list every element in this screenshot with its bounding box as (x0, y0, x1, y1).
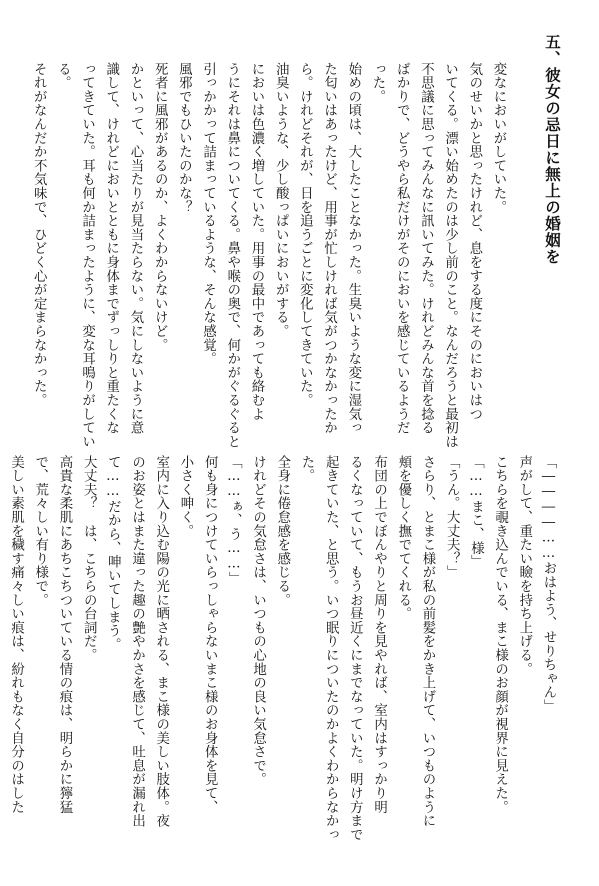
text-line: けれどその気怠さは、いつもの心地の良い気怠さで。 (250, 455, 266, 787)
text-line: で、荒々しい有り様で。 (32, 455, 48, 607)
text-line: 「……まこ、様」 (468, 455, 484, 569)
text-line: 「……ぁ、う……」 (226, 455, 242, 586)
text-line: うにそれは鼻についてくる。鼻や喉の奥で、何かがぐるぐると (224, 62, 240, 449)
text-line: 頬を優しく撫でてくれる。 (395, 455, 411, 621)
text-line: 死者に風邪があるのか、よくわからないけど。 (152, 62, 168, 352)
text-line: て……だから、呻いてしまう。 (105, 455, 121, 652)
text-line: かといって、心当たりが見当たらない。気にしないように意 (127, 62, 143, 435)
text-line: 不思議に思ってみんなに訊いてみた。けれどみんな首を捻る (418, 62, 434, 435)
chapter-title: 五、彼女の忌日に無上の婚姻を (543, 34, 561, 265)
text-line: 室内に入り込む陽の光に晒される、まこ様の美しい肢体。夜 (153, 455, 169, 828)
text-line: 美しい素肌を穢す痛々しい痕は、紛れもなく自分のはした (8, 455, 24, 814)
text-line: ってきていた。耳も何か詰まったように、変な耳鳴りがしてい (79, 62, 95, 449)
text-line: るくなっていて、もうお昼近くにまでなっていた。明け方まで (347, 455, 363, 842)
text-line: った。 (369, 62, 385, 104)
text-line: さらり、とまこ様が私の前髪をかき上げて、いつものように (419, 455, 435, 828)
text-line: いてくる。漂い始めたのは少し前のこと。なんだろうと最初は (442, 62, 458, 449)
text-line: 布団の上でぼんやりと周りを見やれば、室内はすっかり明 (371, 455, 387, 814)
text-line: 風邪でもひいたのかな？ (176, 62, 192, 214)
text-line: 全身に倦怠感を感じる。 (274, 455, 290, 607)
text-line: 識して、けれどにおいとともに身体までずっしりと重たくな (103, 62, 119, 435)
text-line: 引っかかって詰まっているような、そんな感覚。 (200, 62, 216, 366)
text-line: 「――――……おはよう、せりちゃん」 (541, 455, 556, 713)
text-line: こちらを覗き込んでいる、まこ様のお顔が視界に見えた。 (492, 455, 508, 814)
text-line: た匂いはあったけど、用事が忙しければ気がつかなかったか (321, 62, 337, 435)
text-line: 声がして、重たい瞼を持ち上げる。 (516, 455, 532, 676)
lower-text-block (8, 455, 560, 865)
text-line: 「うん。大丈夫？」 (444, 455, 460, 580)
text-line: においは色濃く増していた。用事の最中であっても絡むよ (248, 62, 264, 421)
text-line: 変なにおいがしていた。 (491, 62, 506, 214)
text-line: 大丈夫？ は、こちらの台詞だ。 (81, 455, 97, 662)
text-line: 高貴な柔肌にあちこちついている情の痕は、明らかに獰猛 (56, 455, 72, 814)
upper-text-block (31, 62, 510, 449)
text-line: た。 (298, 455, 314, 483)
text-line: 小さく呻く。 (177, 455, 193, 538)
text-line: る。 (55, 62, 71, 90)
text-line: のお姿とはまた違った趣の艶やかさを感じて、吐息が漏れ出 (129, 455, 145, 828)
text-line: 始めの頃は、大したことなかった。生臭いような変に湿気っ (345, 62, 361, 435)
text-line: 起きていた、と思う。いつ眠りについたのかよくわからなかっ (323, 455, 339, 842)
text-line: 気のせいかと思ったけれど、息をする度にそのにおいはつ (466, 62, 482, 421)
text-line: ばかりで、どうやら私だけがそのにおいを感じているようだ (394, 62, 410, 435)
text-line: ら。けれどそれが、日を追うごとに変化してきていた。 (297, 62, 313, 407)
text-line: 油臭いような、少し酸っぱいにおいがする。 (273, 62, 289, 338)
text-line: それがなんだか不気味で、ひどく心が定まらなかった。 (31, 62, 47, 407)
text-line: 何も身につけていらっしゃらないまこ様のお身体を見て、 (202, 455, 218, 814)
